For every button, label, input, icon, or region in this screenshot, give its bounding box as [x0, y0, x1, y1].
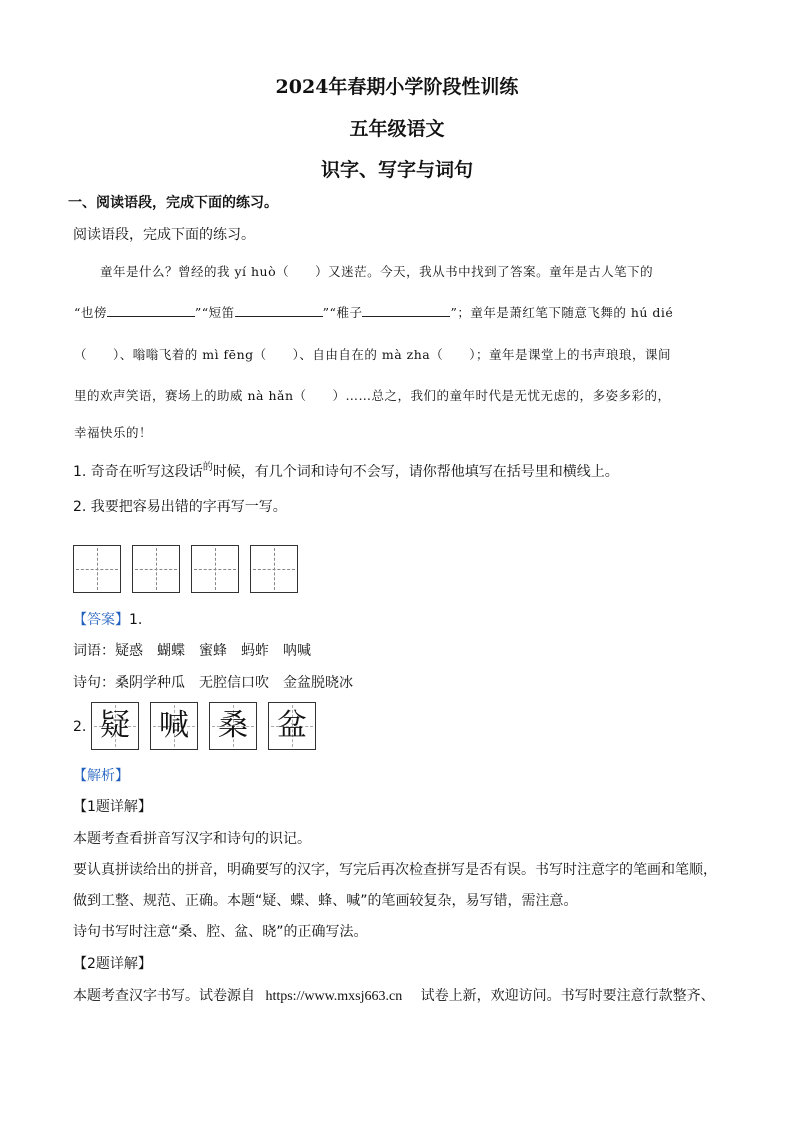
answer-grid-1	[91, 702, 139, 750]
question-1-superscript: 的	[202, 462, 213, 473]
analysis-text: 本题考查汉字书写。试卷源自	[73, 988, 255, 1004]
passage-text: ”；童年是萧红笔下随意飞舞的 hú dié	[450, 305, 674, 320]
passage-text: ”“短笛	[194, 305, 235, 320]
answer-char: 盆	[277, 708, 307, 743]
passage-text: “也傍	[74, 305, 107, 320]
blank-line	[362, 302, 450, 317]
page-subtitle-grade: 五年级语文	[349, 118, 445, 140]
answer-char: 喊	[159, 708, 189, 743]
passage-line-5: 幸福快乐的！	[74, 425, 153, 440]
page-subtitle-topic: 识字、写字与词句	[320, 159, 473, 181]
analysis-text-cont: 试卷上新，欢迎访问。书写时要注意行款整齐、	[420, 988, 715, 1004]
page-title: 2024年春期小学阶段性训练	[275, 76, 519, 98]
answer-grid-3	[209, 702, 257, 750]
analysis-paragraph-4: 诗句书写时注意“桑、腔、盆、晓”的正确写法。	[73, 924, 368, 940]
answer-number-1: 1.	[129, 612, 143, 628]
writing-grid-1[interactable]	[73, 545, 121, 593]
passage-text: ”“稚子	[322, 305, 363, 320]
answer-label: 【答案】	[73, 612, 129, 628]
answer-char: 桑	[218, 708, 248, 743]
passage-line-4: 里的欢声笑语，赛场上的助威 nà hǎn（ ）……总之，我们的童年时代是无忧无虑的，多姿多彩的，	[74, 388, 671, 403]
analysis-paragraph-5	[73, 985, 715, 1005]
question-1-text-cont: 时候，有几个词和诗句不会写，请你帮他填写在括号里和横线上。	[212, 464, 619, 480]
passage-line-1: 童年是什么？曾经的我 yí huò（ ）又迷茫。今天，我从书中找到了答案。童年是古人笔下的	[100, 264, 654, 279]
answer-label-line	[73, 609, 142, 629]
passage-line-2	[74, 302, 673, 321]
passage-line-3: （ ）、嗡嗡飞着的 mì fēng（ ）、自由自在的 mà zha（ ）；童年是课堂上的书声琅琅，课间	[74, 347, 671, 362]
answer-words: 词语：疑惑 蝴蝶 蜜蜂 蚂蚱 呐喊	[73, 643, 311, 659]
section-intro: 阅读语段，完成下面的练习。	[73, 227, 255, 243]
analysis-detail-1-heading: 【1题详解】	[73, 799, 152, 815]
answer-poems: 诗句：桑阴学种瓜 无腔信口吹 金盆脱晓冰	[73, 675, 353, 691]
writing-grid-4[interactable]	[250, 545, 298, 593]
analysis-paragraph-1: 本题考查看拼音写汉字和诗句的识记。	[73, 831, 311, 847]
answer-grid-2	[150, 702, 198, 750]
question-1-text: 1. 奇奇在听写这段话	[73, 464, 203, 480]
analysis-detail-2-heading: 【2题详解】	[73, 956, 152, 972]
analysis-paragraph-2: 要认真拼读给出的拼音，明确要写的汉字，写完后再次检查拼写是否有误。书写时注意字的笔画和笔顺，	[73, 862, 717, 878]
blank-line	[107, 302, 195, 317]
answer-char: 疑	[100, 708, 130, 743]
answer-grid-4	[268, 702, 316, 750]
analysis-paragraph-3: 做到工整、规范、正确。本题“疑、蝶、蜂、喊”的笔画较复杂，易写错，需注意。	[73, 893, 578, 909]
writing-grid-3[interactable]	[191, 545, 239, 593]
section-heading: 一、阅读语段，完成下面的练习。	[68, 195, 278, 211]
answer-number-2: 2.	[73, 719, 87, 735]
question-2: 2. 我要把容易出错的字再写一写。	[73, 499, 287, 515]
analysis-label: 【解析】	[73, 768, 129, 784]
writing-grid-2[interactable]	[132, 545, 180, 593]
blank-line	[235, 302, 323, 317]
source-link[interactable]: https://www.mxsj663.cn	[265, 989, 403, 1004]
question-1	[73, 461, 619, 481]
